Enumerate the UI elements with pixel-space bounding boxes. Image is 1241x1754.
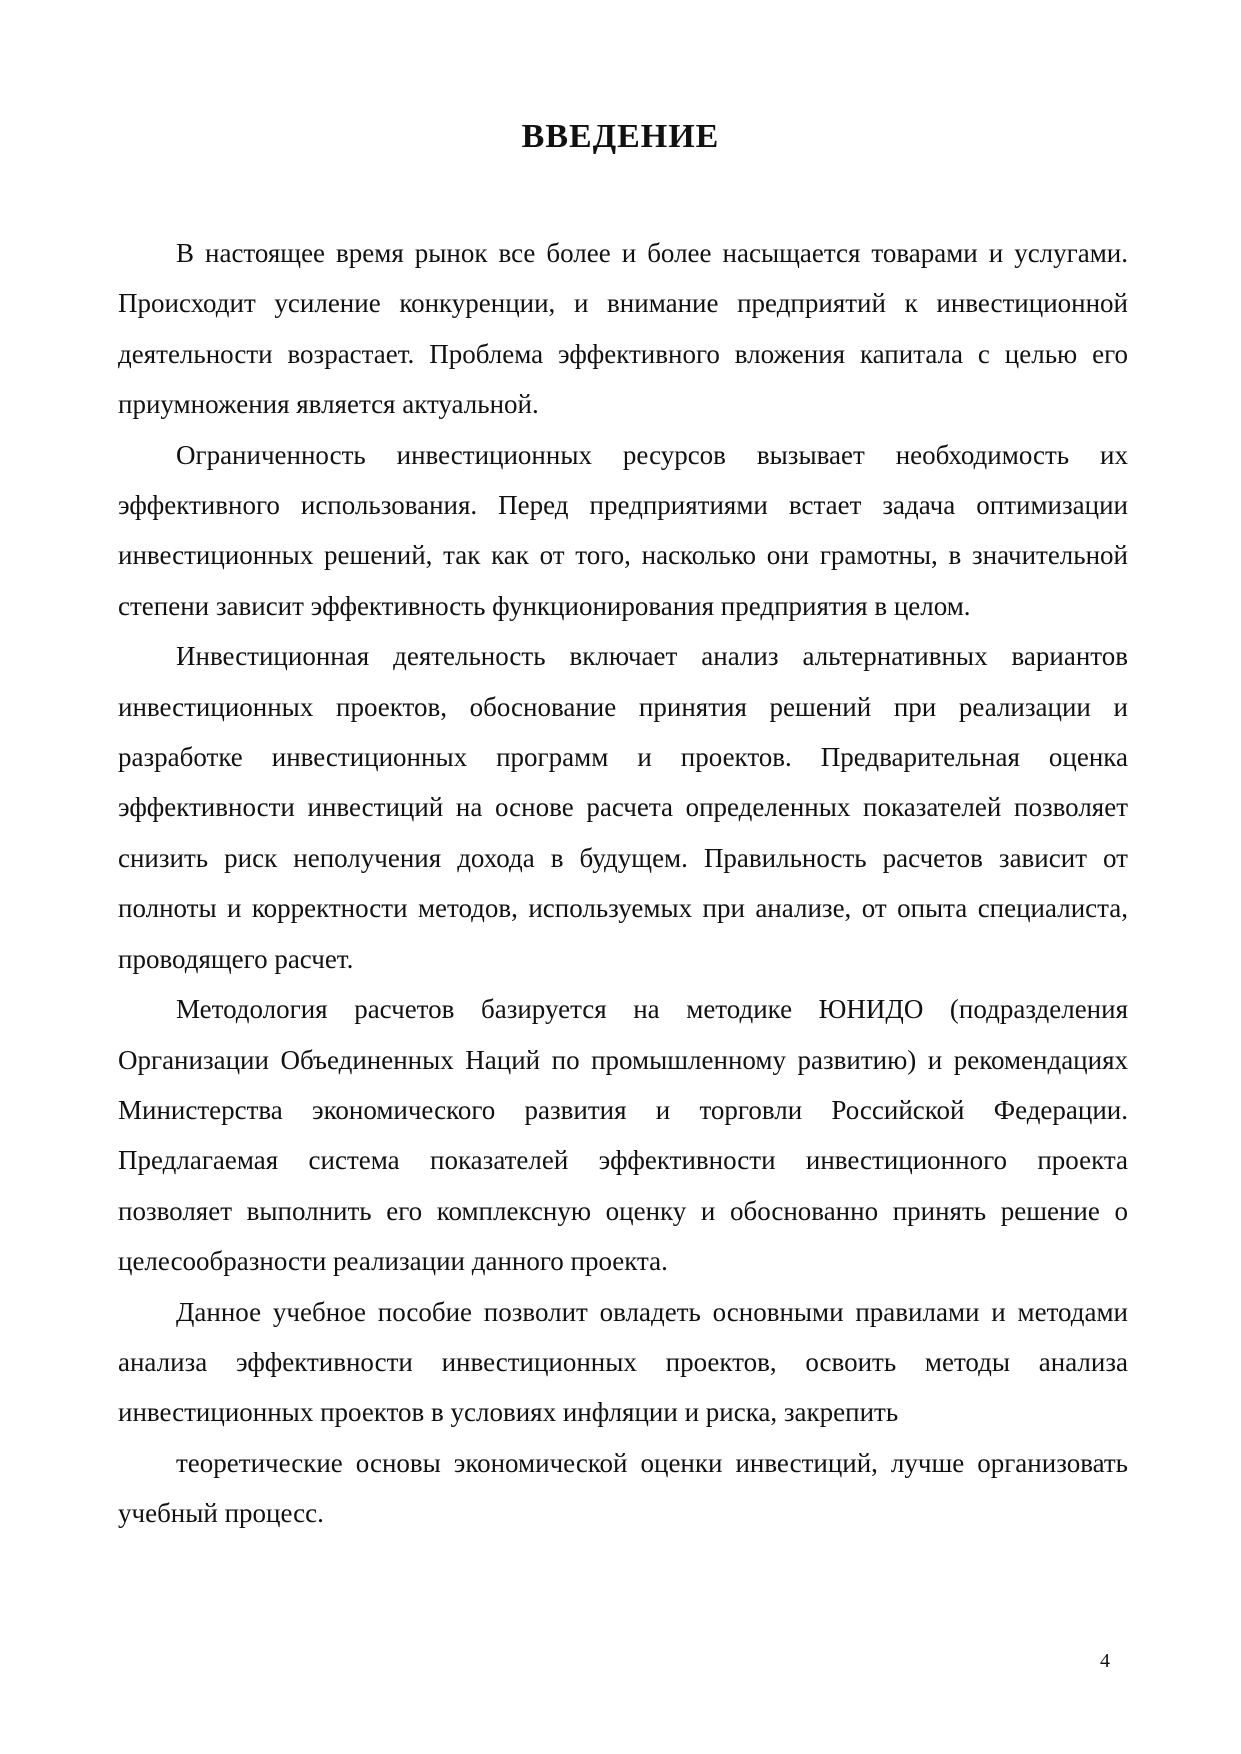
- page-number: 4: [1100, 1650, 1110, 1672]
- paragraph-1: В настоящее время рынок все более и более насыщается товарами и услугами. Происходит усиление конкуренции, и внимание предприятий к инвестиционной деятельности возрастает. Проблема эффективного вложения капитала с целью его приумножения является актуальной.: [118, 238, 1128, 420]
- page-title: ВВЕДЕНИЕ: [521, 118, 720, 155]
- paragraph-6: теоретические основы экономической оценки инвестиций, лучше организовать учебный процесс.: [118, 1447, 1128, 1529]
- paragraph-5: Данное учебное пособие позволит овладеть основными правилами и методами анализа эффективности инвестиционных проектов, освоить методы анализа инвестиционных проектов в условиях инфляции и риска, закрепить: [118, 1296, 1128, 1428]
- paragraph-4: Методология расчетов базируется на методике ЮНИДО (подразделения Организации Объединенных Наций по промышленному развитию) и рекомендациях Министерства экономического развития и торговли Российской Федерации. Предлагаемая система показателей эффективности инвестиционного проекта позволяет выполнить его комплексную оценку и обоснованно принять решение о целесообразности реализации данного проекта.: [118, 994, 1128, 1277]
- paragraph-2: Ограниченность инвестиционных ресурсов вызывает необходимость их эффективного использования. Перед предприятиями встает задача оптимизации инвестиционных решений, так как от того, насколько они грамотны, в значительной степени зависит эффективность функционирования предприятия в целом.: [118, 439, 1128, 621]
- body-text: [118, 228, 1128, 1539]
- paragraph-3: Инвестиционная деятельность включает анализ альтернативных вариантов инвестиционных проектов, обоснование принятия решений при реализации и разработке инвестиционных программ и проектов. Предварительная оценка эффективности инвестиций на основе расчета определенных показателей позволяет снизить риск неполучения дохода в будущем. Правильность расчетов зависит от полноты и корректности методов, используемых при анализе, от опыта специалиста, проводящего расчет.: [118, 641, 1128, 974]
